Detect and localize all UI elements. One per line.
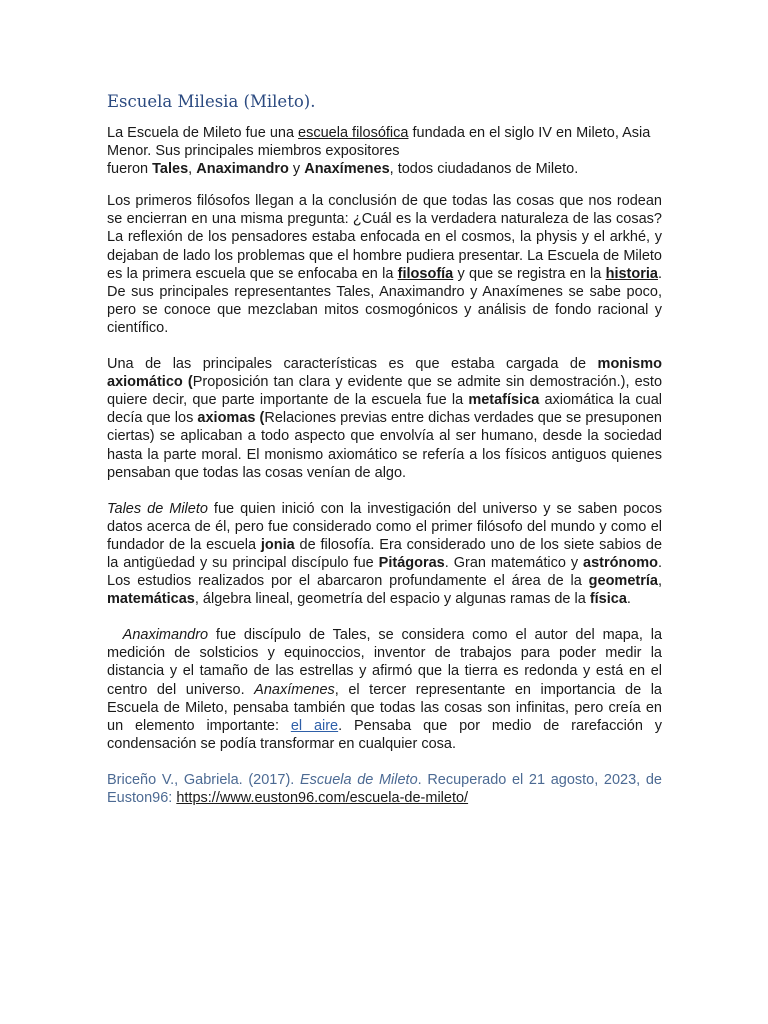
paragraph-intro (107, 124, 662, 178)
el-aire-link[interactable]: el aire (290, 717, 339, 734)
text-span: Relaciones previas entre dichas verdades que se presuponen ciertas) se aplicaban a todo aspecto que envolvía al ser humano, desde la sociedad hasta la parte moral. El monismo axiomático se refería a los físicos antiguos quienes pensaban que todas las cosas venían de algo. (107, 410, 662, 481)
text-span: , (657, 573, 662, 590)
text-span: fue discípulo de Tales, se considera como el autor del mapa, la medición de solsticios y equinoccios, inventor de trabajos para poder medir la distancia y el tamaño de las estrellas y afirmó que la tierra es redonda y está en el centro del universo. (107, 627, 663, 698)
text-span: , el tercer representante en importancia de la Escuela de Mileto, pensaba también que todas las cosas son infinitas, pero creía en un elemento importante: (107, 681, 662, 734)
text-span: y que se registra en la (453, 265, 606, 282)
text-span: fueron (107, 161, 153, 178)
text-span: . Pensaba que por medio de rarefacción y condensación se podía transformar en cualquier cosa. (107, 717, 662, 752)
text-span: , (188, 161, 197, 178)
text-span: Una de las principales características es que estaba cargada de (107, 356, 598, 373)
monismo-bold: monismo axiomático ( (107, 356, 662, 391)
text-span: fue quien inició con la investigación del universo y se saben pocos datos acerca de él, pero fue considerado como el primer filósofo del mundo y como el fundador de la escuela (107, 500, 662, 553)
text-span: y (288, 161, 305, 178)
anaximenes-italic: Anaxímenes (254, 681, 335, 698)
citation (107, 771, 662, 807)
fisica-bold: física (589, 591, 627, 608)
text-span: . Recuperado el 21 agosto, 2023, de Euston96: (107, 771, 662, 806)
text-span: axiomática la cual decía que los (107, 392, 662, 427)
text-span (107, 627, 123, 643)
astronomo-bold: astrónomo (583, 554, 658, 571)
text-span: . De sus principales representantes Tales, Anaximandro y Anaxímenes se sabe poco, pero se conoce que mezclaban mitos cosmogónicos y análisis de fondo racional y científico. (107, 265, 662, 336)
metafisica-bold: metafísica (468, 392, 540, 409)
paragraph-tales (107, 500, 662, 609)
text-span: , todos ciudadanos de Mileto. (389, 161, 579, 178)
axiomas-bold: axiomas ( (197, 410, 265, 427)
tales-italic: Tales de Mileto (107, 500, 208, 517)
escuela-filosofica-link[interactable]: escuela filosófica (298, 125, 409, 141)
matematicas-bold: matemáticas (107, 591, 195, 608)
jonia-bold: jonia (260, 536, 295, 553)
text-span: fundada en el siglo IV en Mileto, Asia Menor. Sus principales miembros expositores (107, 125, 651, 160)
geometria-bold: geometría (588, 573, 658, 590)
citation-title-italic: Escuela de Mileto (299, 771, 418, 788)
text-span: de filosofía. Era considerado uno de los siete sabios de la antigüedad y su principal discípulo fue (107, 536, 663, 571)
text-span: La Escuela de Mileto fue una (107, 125, 299, 141)
paragraph-monismo (107, 355, 662, 482)
text-span: Los primeros filósofos llegan a la conclusión de que todas las cosas que nos rodean se encierran en una misma pregunta: ¿Cuál es la verdadera naturaleza de las cosas? La reflexión de los pensadores estaba enfocada en el cosmos, la physis y el arkhé, y dejaban de lado los problemas que el hombre pudiera presentar. La Escuela de Mileto es la primera escuela que se enfocaba en la (107, 193, 662, 282)
anaximandro-bold: Anaximandro (196, 161, 289, 178)
text-span: , álgebra lineal, geometría del espacio y algunas ramas de la (194, 591, 590, 608)
text-span: Proposición tan clara y evidente que se admite sin demostración.), esto quiere decir, que parte importante de la escuela fue la (107, 374, 663, 409)
citation-url-link[interactable]: https://www.euston96.com/escuela-de-mileto/ (176, 790, 469, 806)
text-span: . Gran matemático y (444, 554, 584, 571)
anaximenes-bold: Anaxímenes (304, 161, 390, 178)
text-span: . (626, 591, 631, 608)
text-span: . Los estudios realizados por el abarcaron profundamente el área de la (107, 554, 662, 590)
historia-link[interactable]: historia (605, 265, 658, 282)
anaximandro-italic: Anaximandro (122, 627, 209, 644)
paragraph-primeros-filosofos (107, 192, 662, 337)
text-span: Briceño V., Gabriela. (2017). (107, 771, 300, 788)
page-title: Escuela Milesia (Mileto). (107, 92, 316, 111)
filosofia-link[interactable]: filosofía (397, 265, 454, 282)
paragraph-anaximandro (107, 626, 662, 753)
pitagoras-bold: Pitágoras (378, 554, 445, 571)
tales-bold: Tales (152, 161, 189, 178)
